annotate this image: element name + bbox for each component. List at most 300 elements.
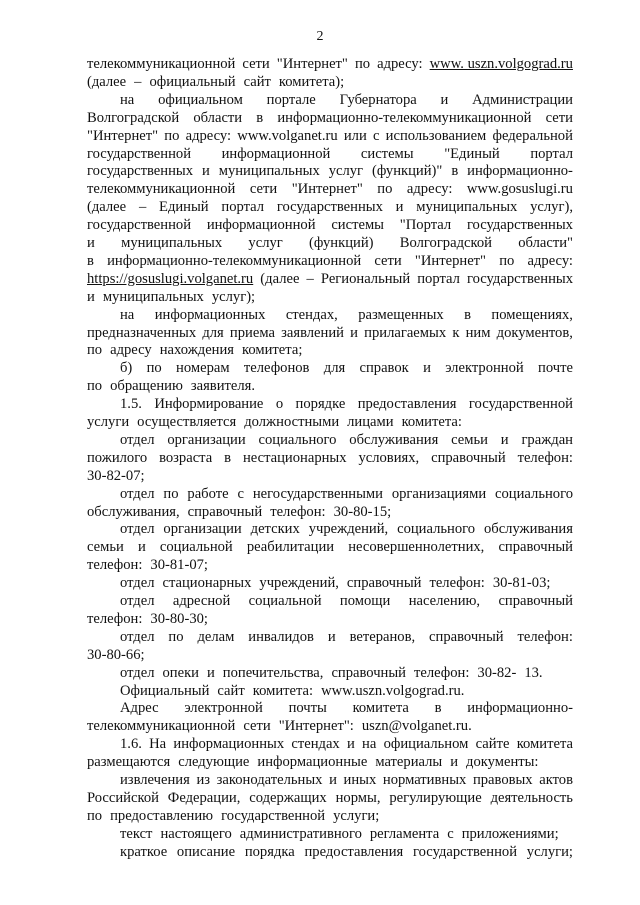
word: приложениями;: [461, 825, 559, 842]
word: для: [202, 324, 224, 341]
word: 30-80-15;: [333, 503, 392, 520]
word: муниципальных: [218, 163, 320, 180]
word: по: [168, 628, 184, 645]
word: справочный: [431, 449, 506, 466]
word: телекоммуникационной: [87, 718, 236, 735]
word: (функций)": [371, 163, 443, 180]
word: по: [87, 378, 103, 395]
word: информационных: [173, 736, 285, 753]
word: информационно-телекоммуникационной: [277, 109, 532, 126]
word: "Портал: [399, 217, 452, 234]
text-line: [87, 557, 573, 573]
word: почте: [538, 360, 573, 377]
word: Адрес: [120, 700, 159, 717]
word: и: [440, 91, 449, 108]
word: телекоммуникационной: [87, 181, 236, 198]
word: услуг: [248, 235, 283, 251]
word: сети: [243, 718, 271, 735]
word: социальной: [248, 593, 322, 609]
word: информационно-телекоммуникационной: [107, 252, 362, 269]
word: государственной: [468, 396, 573, 413]
text-line: [87, 271, 573, 287]
word: комитета:: [401, 414, 462, 430]
text-line: [87, 647, 573, 663]
word: (далее: [260, 270, 300, 287]
word: нахождения: [159, 342, 235, 359]
word: Российской: [87, 789, 159, 806]
word: условиях,: [358, 449, 420, 466]
text-line: [87, 217, 573, 233]
word: Волгоградской: [399, 235, 492, 251]
word: сайте: [475, 736, 510, 753]
word: –: [138, 199, 147, 216]
word: 30-81-07;: [150, 557, 208, 574]
word: по: [87, 807, 103, 824]
word: 30-80-66;: [87, 646, 145, 663]
word: услуги;: [526, 843, 573, 860]
word: пожилого: [87, 449, 148, 466]
word: и: [423, 360, 431, 377]
word: семьи: [451, 431, 488, 448]
word: и: [346, 736, 355, 753]
word: номерам: [176, 360, 230, 377]
word: государственных: [87, 163, 194, 180]
word: следующие: [178, 754, 250, 771]
word: федеральной: [492, 127, 573, 144]
word: содержащих: [249, 789, 327, 806]
word: и: [206, 664, 215, 681]
word: государственных: [466, 217, 573, 234]
text-line: [87, 110, 573, 126]
word: о: [275, 396, 284, 413]
word: материалы: [375, 754, 443, 771]
word: информационные: [257, 754, 368, 771]
word: 30-80-30;: [150, 610, 208, 627]
word: нормы,: [335, 789, 381, 806]
word: обслуживания,: [87, 503, 180, 520]
word: делам: [197, 628, 235, 645]
word: справок: [359, 360, 409, 377]
word: отдел: [120, 485, 155, 502]
word: законодательных: [216, 772, 323, 788]
word: 30-82-: [477, 664, 517, 681]
word: и: [450, 754, 459, 771]
word: отдел: [120, 431, 155, 448]
word: социальной: [159, 539, 233, 556]
word: в: [87, 252, 94, 269]
word: комитета: [516, 736, 573, 753]
word: uszn@volganet.ru.: [361, 718, 472, 735]
word: работе: [187, 485, 229, 502]
word: государственных: [466, 270, 573, 287]
word: (функций): [309, 235, 374, 251]
word: б): [120, 360, 133, 377]
text-line: [87, 342, 573, 358]
word: муниципальных: [416, 199, 518, 216]
word: Губернатора: [339, 91, 417, 108]
word: из: [196, 772, 211, 788]
word: заявлений: [281, 324, 344, 341]
word: социального: [258, 431, 337, 448]
word: и: [350, 324, 358, 341]
word: заявителя.: [190, 378, 255, 395]
word: справочный: [498, 593, 573, 609]
text-line: [87, 146, 573, 162]
word: сети: [374, 252, 402, 269]
word: помещениях,: [491, 306, 573, 323]
word: муниципальных: [102, 288, 204, 305]
word: опеки: [162, 664, 199, 681]
word: реабилитации: [246, 539, 335, 556]
text-line: [120, 772, 573, 788]
link-text: https://gosuslugi.volganet.ru: [87, 270, 254, 287]
word: "Интернет": [291, 181, 363, 198]
word: адресу:: [185, 127, 232, 144]
text-line: [120, 360, 573, 376]
word: услуг);: [211, 288, 256, 305]
text-line: [120, 844, 573, 860]
word: настоящего: [160, 825, 232, 842]
word: приема: [229, 324, 275, 341]
word: детских: [250, 521, 300, 538]
word: (далее: [87, 199, 127, 216]
word: отдел: [120, 664, 155, 681]
text-line: [120, 683, 573, 699]
word: 30-82-07;: [87, 467, 145, 484]
word: официальный: [149, 73, 236, 90]
word: предоставления: [357, 396, 457, 413]
word: в: [224, 449, 232, 466]
word: деятельность: [490, 789, 573, 806]
word: государственной: [413, 843, 518, 860]
word: обращению: [110, 378, 183, 395]
word: и: [500, 431, 509, 448]
word: почты: [288, 700, 327, 717]
word: телефон:: [270, 503, 326, 520]
word: www.gosuslugi.ru: [466, 181, 573, 198]
word: и: [137, 539, 146, 556]
text-line: [87, 199, 573, 215]
word: Администрации: [472, 91, 573, 108]
text-line: [120, 575, 573, 591]
word: телефонов: [243, 360, 310, 377]
word: и: [87, 288, 95, 305]
word: в: [256, 109, 264, 126]
word: На: [149, 736, 167, 753]
word: услуги: [87, 414, 130, 430]
word: государственной: [221, 807, 326, 824]
word: по: [87, 342, 103, 359]
text-line: [87, 504, 573, 520]
text-line: [120, 629, 573, 645]
word: "Единый: [444, 145, 500, 162]
word: адресной: [172, 593, 231, 609]
word: и: [329, 772, 337, 788]
word: телефон:: [413, 664, 470, 681]
word: электронной: [445, 360, 524, 377]
word: справочный: [187, 503, 263, 520]
word: на: [362, 736, 377, 753]
word: комитета);: [278, 73, 345, 90]
word: Единый: [159, 199, 209, 216]
word: по: [354, 56, 371, 72]
word: текст: [120, 825, 153, 842]
text-line: [87, 790, 573, 806]
word: государственных: [276, 199, 383, 216]
word: предназначенных: [87, 324, 197, 341]
link-text: www. uszn.volgograd.ru: [429, 56, 573, 72]
word: порядке: [295, 396, 346, 413]
word: размещаются: [87, 754, 171, 771]
word: негосударственными: [252, 485, 383, 502]
word: адресу:: [527, 252, 573, 269]
word: извлечения: [120, 772, 190, 788]
text-line: [87, 378, 573, 394]
word: семьи: [87, 539, 124, 556]
word: и: [327, 628, 336, 645]
text-line: [120, 307, 573, 323]
text-line: [87, 808, 573, 824]
word: учреждений,: [259, 575, 339, 592]
word: отдел: [120, 628, 155, 645]
word: социального: [397, 521, 476, 538]
word: информационной: [221, 145, 331, 162]
word: телекоммуникационной: [87, 56, 236, 72]
word: сети: [242, 56, 270, 72]
word: Официальный: [120, 682, 210, 699]
word: в: [464, 306, 472, 323]
word: Волгоградской: [87, 109, 180, 126]
word: системы: [360, 145, 414, 162]
text-line: [87, 253, 573, 269]
word: –: [306, 270, 314, 287]
word: на: [120, 91, 135, 108]
word: официальном: [158, 91, 243, 108]
word: возраста: [159, 449, 213, 466]
word: правовых: [472, 772, 533, 788]
word: комитета:: [252, 682, 314, 699]
word: Федерации,: [167, 789, 241, 806]
word: официальном: [383, 736, 469, 753]
word: организациями: [391, 485, 487, 502]
text-line: [87, 414, 573, 430]
word: порядка: [244, 843, 295, 860]
word: прилагаемых: [364, 324, 447, 341]
word: Региональный: [320, 270, 411, 287]
word: документы:: [466, 754, 539, 771]
word: стендах: [291, 736, 340, 753]
word: "Интернет":: [278, 718, 354, 735]
word: портал: [221, 199, 265, 216]
word: иных: [343, 772, 377, 788]
word: ним: [465, 324, 491, 341]
word: портал: [417, 270, 460, 287]
word: сайт: [243, 73, 271, 90]
word: отдел: [120, 521, 155, 538]
word: по: [499, 252, 515, 269]
word: осуществляется: [137, 414, 237, 430]
word: информационных: [154, 306, 266, 323]
word: учреждений,: [308, 521, 389, 538]
word: сети: [545, 109, 573, 126]
word: стационарных: [162, 575, 252, 592]
word: регулирующие: [389, 789, 482, 806]
word: портале: [266, 91, 316, 108]
word: области: [193, 109, 243, 126]
word: по: [377, 181, 393, 198]
word: обслуживания: [483, 521, 573, 538]
word: к: [452, 324, 460, 341]
word: услуг),: [530, 199, 573, 216]
word: в: [434, 700, 442, 717]
word: административного: [239, 825, 362, 842]
word: 30-81-03;: [492, 575, 551, 592]
word: и: [201, 163, 210, 180]
word: организации: [163, 521, 242, 538]
word: отдел: [120, 575, 155, 592]
word: попечительства,: [222, 664, 324, 681]
word: адресу: [110, 342, 152, 359]
text-line: [120, 486, 573, 502]
text-line: [87, 754, 573, 770]
word: телефон:: [87, 610, 143, 627]
text-line: [87, 468, 573, 484]
word: справочный: [498, 539, 573, 556]
word: Информирование: [154, 396, 264, 413]
text-line: [87, 450, 573, 466]
word: электронной: [184, 700, 263, 717]
word: www.volganet.ru: [237, 127, 338, 144]
word: актов: [539, 772, 573, 788]
text-line: [87, 325, 573, 341]
text-line: [87, 718, 573, 734]
word: 1.5.: [120, 396, 142, 413]
word: размещенных: [358, 306, 444, 323]
word: граждан: [521, 431, 573, 448]
word: системы: [331, 217, 384, 234]
word: документов,: [496, 324, 573, 341]
word: отдел: [120, 593, 155, 609]
text-line: [120, 396, 573, 412]
word: области": [518, 235, 573, 251]
word: муниципальных: [121, 235, 223, 251]
text-line: [87, 181, 573, 197]
word: "Интернет": [276, 56, 348, 72]
word: информационной: [206, 217, 316, 234]
word: или: [343, 127, 367, 144]
text-line: [87, 539, 573, 555]
word: регламента: [369, 825, 440, 842]
word: лицами: [347, 414, 394, 430]
word: описание: [176, 843, 236, 860]
word: услуги;: [333, 807, 380, 824]
word: комитета: [352, 700, 409, 717]
word: стендах,: [285, 306, 338, 323]
word: "Интернет": [87, 127, 159, 144]
text-line: [87, 74, 573, 90]
word: населению,: [408, 593, 481, 609]
word: –: [134, 73, 142, 90]
text-line: [120, 593, 573, 609]
word: www.uszn.volgograd.ru.: [321, 682, 465, 699]
word: информационно-: [467, 700, 573, 717]
word: нестационарных: [242, 449, 347, 466]
text-line: [87, 163, 573, 179]
word: в: [451, 163, 459, 180]
text-line: [120, 432, 573, 448]
word: по: [146, 360, 162, 377]
word: справочный: [429, 628, 504, 645]
word: обслуживания: [349, 431, 439, 448]
text-line: [120, 665, 573, 681]
text-line: [87, 289, 573, 305]
word: информационно-: [467, 163, 573, 180]
word: и: [395, 199, 404, 216]
word: организации: [167, 431, 246, 448]
word: по: [163, 485, 179, 502]
word: 13.: [524, 664, 543, 681]
word: адресу:: [377, 56, 423, 72]
word: телефон:: [517, 628, 573, 645]
word: ветеранов,: [349, 628, 416, 645]
word: портал: [530, 145, 573, 162]
page-number: 2: [316, 29, 324, 44]
word: телефон:: [87, 557, 143, 574]
word: нормативных: [382, 772, 467, 788]
word: социального: [495, 485, 573, 502]
word: телефон:: [429, 575, 485, 592]
word: должностными: [244, 414, 340, 430]
word: с: [372, 127, 380, 144]
word: использованием: [385, 127, 487, 144]
text-line: [87, 611, 573, 627]
word: государственной: [87, 217, 192, 234]
word: и: [87, 235, 95, 251]
word: несовершеннолетних,: [348, 539, 485, 556]
word: по: [164, 127, 180, 144]
text-line: [87, 128, 573, 144]
text-line: [120, 521, 573, 537]
word: с: [447, 825, 454, 842]
text-line: [120, 700, 573, 716]
text-line: [87, 235, 573, 251]
text-line: [120, 92, 573, 108]
word: телефон:: [517, 449, 573, 466]
word: "Интернет": [414, 252, 487, 269]
text-line: [87, 56, 573, 72]
word: справочный: [331, 664, 406, 681]
word: предоставления: [304, 843, 404, 860]
word: помощи: [339, 593, 391, 609]
word: 1.6.: [120, 736, 142, 753]
word: справочный: [346, 575, 422, 592]
word: адресу:: [406, 181, 453, 198]
word: сети: [249, 181, 278, 198]
word: краткое: [120, 843, 168, 860]
word: (далее: [87, 73, 127, 90]
word: предоставлению: [110, 807, 214, 824]
word: инвалидов: [248, 628, 314, 645]
text-line: [120, 826, 573, 842]
word: на: [120, 306, 135, 323]
word: государственной: [87, 145, 192, 162]
word: с: [237, 485, 244, 502]
word: комитета;: [242, 342, 303, 359]
text-line: [120, 736, 573, 752]
word: для: [323, 360, 346, 377]
word: услуг: [328, 163, 364, 180]
word: сайт: [217, 682, 245, 699]
